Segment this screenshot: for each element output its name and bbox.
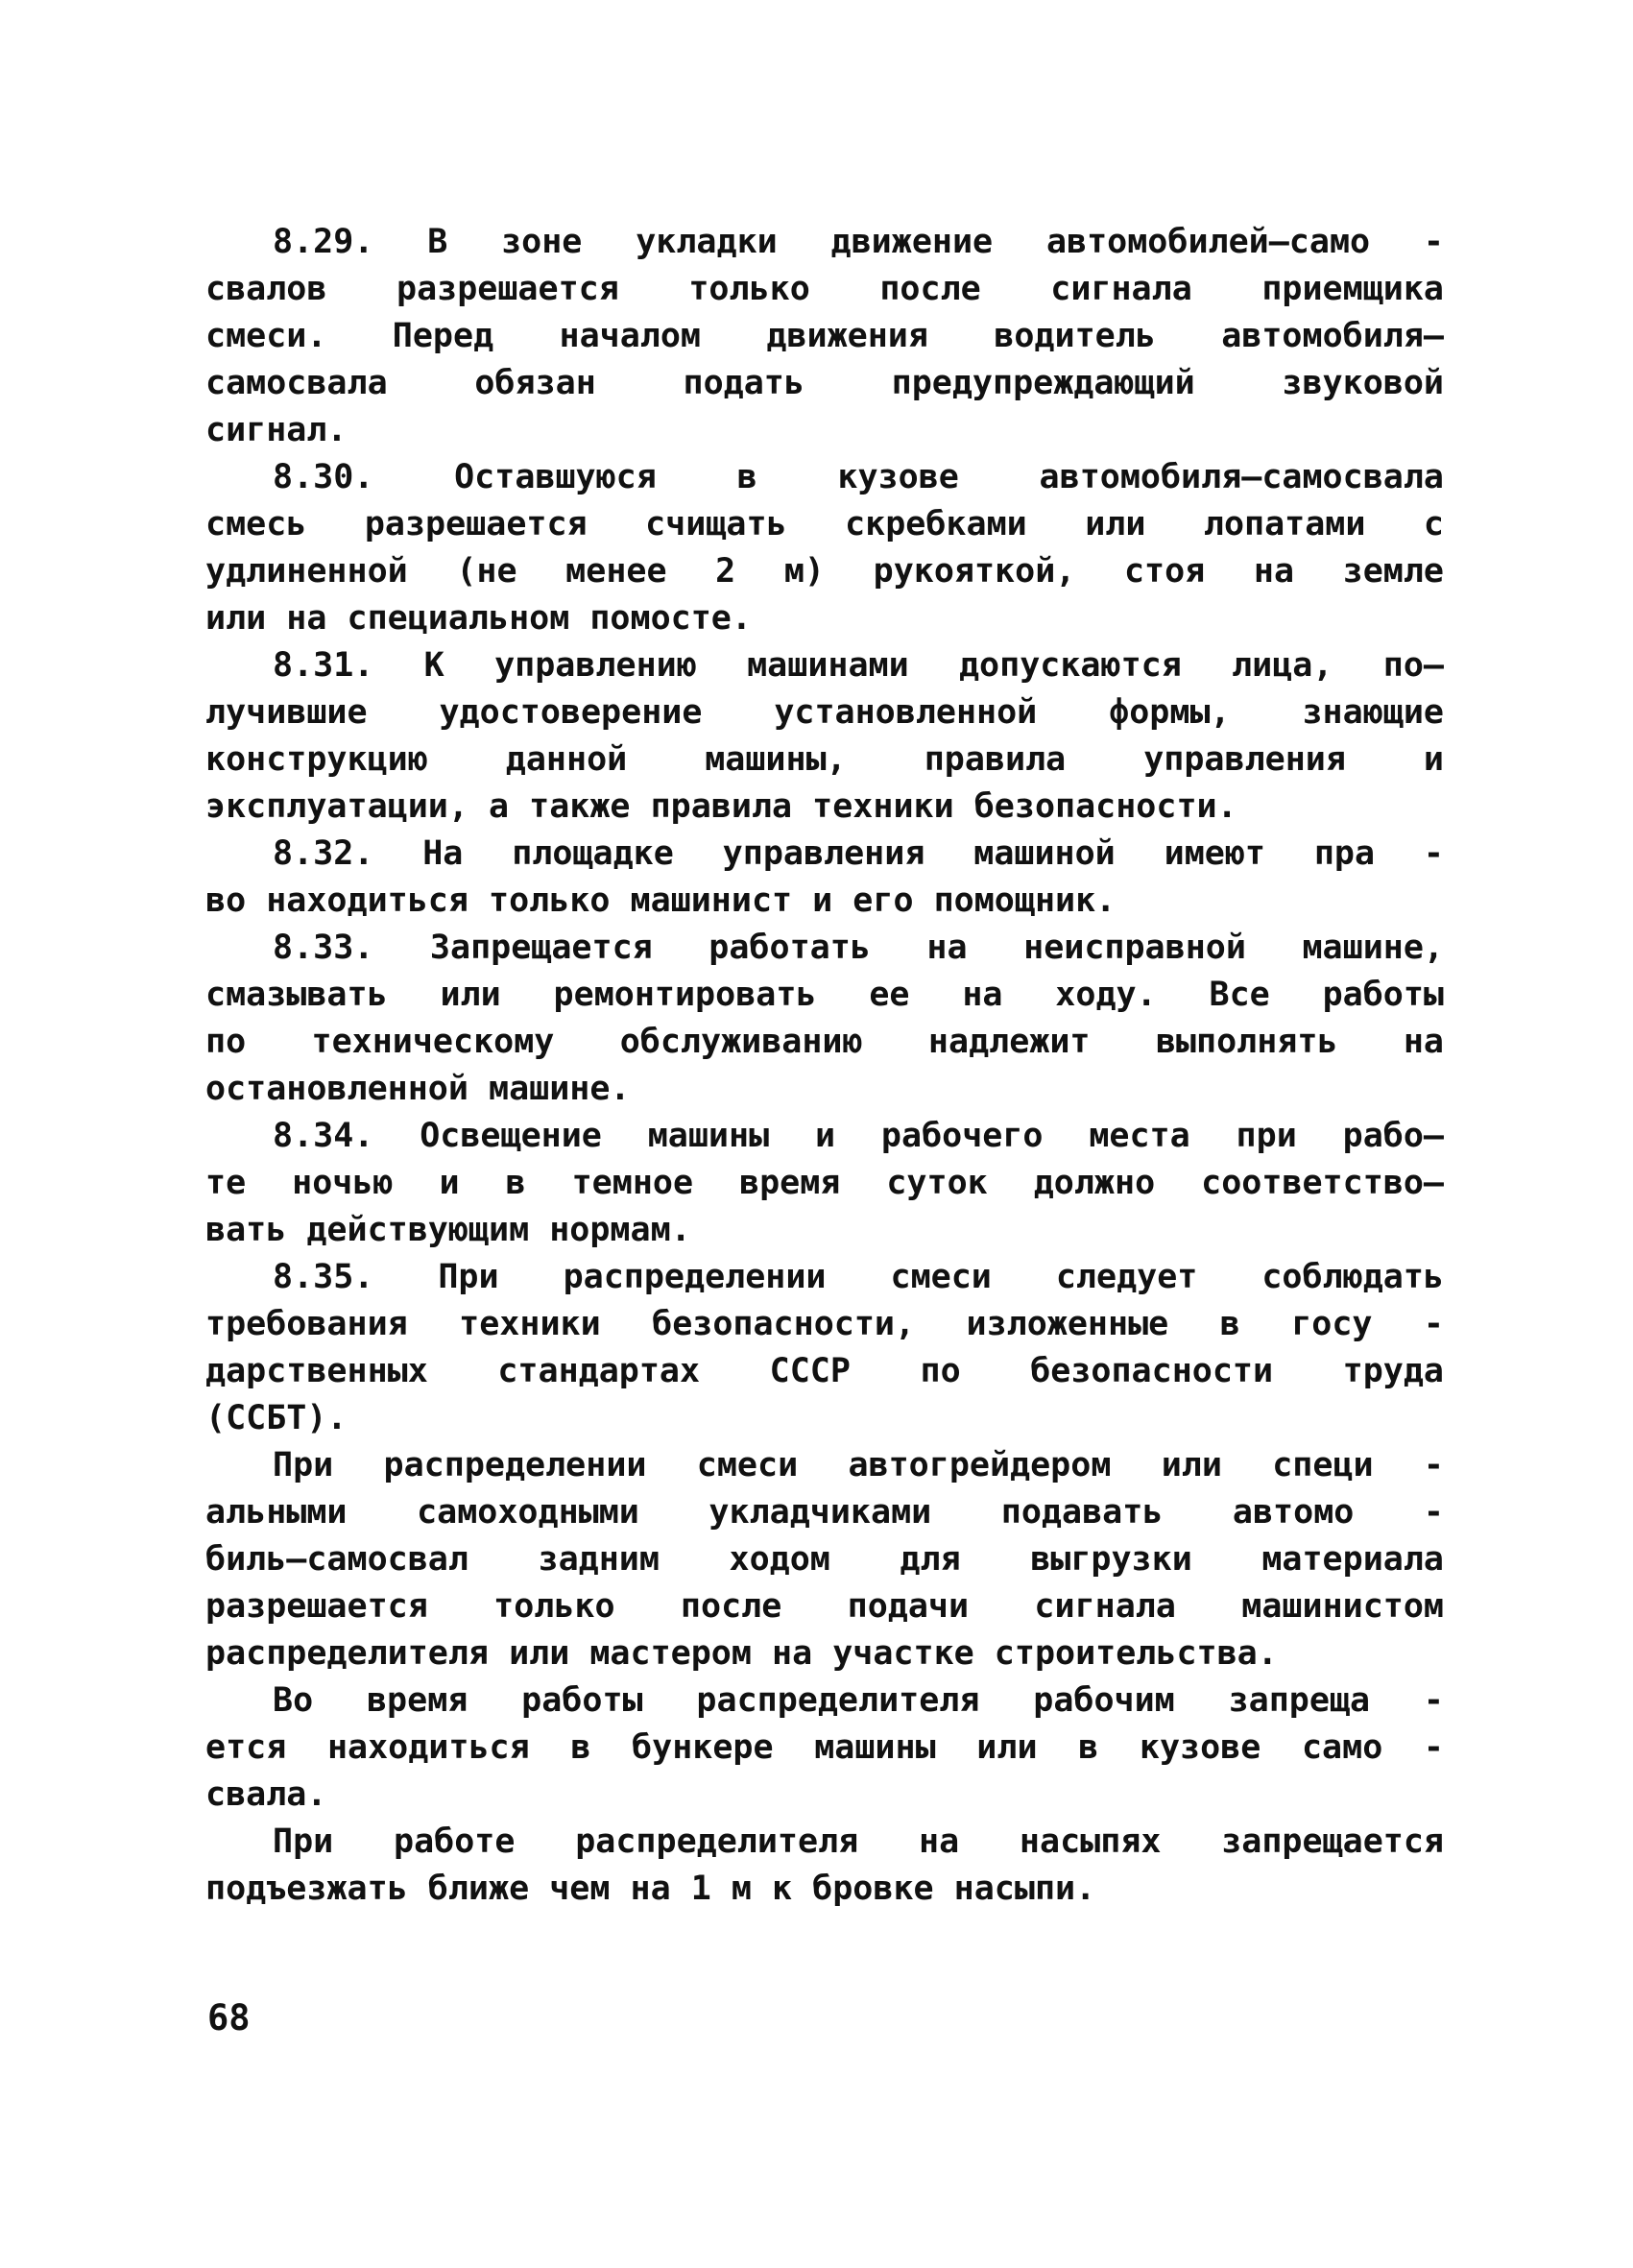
paragraph-8-35 [205,1254,1444,1442]
text-line: смазывать или ремонтировать ее на ходу. Все работы [205,976,1444,1014]
text-line: эксплуатации, а также правила техники безопасности. [205,787,1237,826]
text-line: смесь разрешается счищать скребками или лопатами с [205,505,1444,543]
text-line: 8.34. Освещение машины и рабочего места при рабо– [273,1117,1444,1155]
text-line: (ССБТ). [205,1399,348,1437]
text-line: самосвала обязан подать предупреждающий звуковой [205,364,1444,402]
text-line: 8.35. При распределении смеси следует соблюдать [273,1258,1444,1296]
text-line: лучившие удостоверение установленной формы, знающие [205,693,1444,732]
text-line: свалов разрешается только после сигнала приемщика [205,270,1444,308]
text-line: подъезжать ближе чем на 1 м к бровке насыпи. [205,1870,1096,1908]
text-line: 8.33. Запрещается работать на неисправной машине, [273,929,1444,967]
paragraph-8-30 [205,454,1444,642]
paragraph-embankment [205,1819,1444,1913]
page-body [205,219,1444,1913]
text-line: ется находиться в бункере машины или в кузове само - [205,1728,1444,1767]
paragraph-8-32 [205,831,1444,925]
text-line: 8.29. В зоне укладки движение автомобилей–само - [273,223,1444,261]
page-number: 68 [207,1997,251,2039]
text-line: вать действующим нормам. [205,1211,691,1249]
paragraph-8-33 [205,925,1444,1113]
text-line: 8.31. К управлению машинами допускаются лица, по– [273,646,1444,685]
text-line: 8.32. На площадке управления машиной имеют пра - [273,834,1444,873]
text-line: требования техники безопасности, изложенные в госу - [205,1305,1444,1343]
paragraph-distribution [205,1442,1444,1677]
text-line: конструкцию данной машины, правила управления и [205,740,1444,779]
text-line: остановленной машине. [205,1070,631,1108]
text-line: сигнал. [205,411,348,449]
text-line: биль–самосвал задним ходом для выгрузки материала [205,1540,1444,1579]
text-line: распределителя или мастером на участке строительства. [205,1634,1278,1673]
text-line: При распределении смеси автогрейдером или специ - [273,1446,1444,1484]
text-line: альными самоходными укладчиками подавать автомо - [205,1493,1444,1532]
text-line: во находиться только машинист и его помощник. [205,881,1117,920]
text-line: удлиненной (не менее 2 м) рукояткой, стоя на земле [205,552,1444,591]
text-line: 8.30. Оставшуюся в кузове автомобиля–самосвала [273,458,1444,496]
text-line: разрешается только после подачи сигнала машинистом [205,1587,1444,1626]
paragraph-8-34 [205,1113,1444,1254]
text-line: При работе распределителя на насыпях запрещается [273,1822,1444,1861]
text-line: те ночью и в темное время суток должно соответство– [205,1164,1444,1202]
text-line: по техническому обслуживанию надлежит выполнять на [205,1023,1444,1061]
paragraph-8-31 [205,642,1444,831]
text-line: смеси. Перед началом движения водитель автомобиля– [205,317,1444,355]
text-line: дарственных стандартах СССР по безопасности труда [205,1352,1444,1390]
text-line: или на специальном помосте. [205,599,752,638]
paragraph-bunker [205,1677,1444,1819]
text-line: Во время работы распределителя рабочим запреща - [273,1681,1444,1720]
text-line: свала. [205,1775,327,1814]
paragraph-8-29 [205,219,1444,454]
